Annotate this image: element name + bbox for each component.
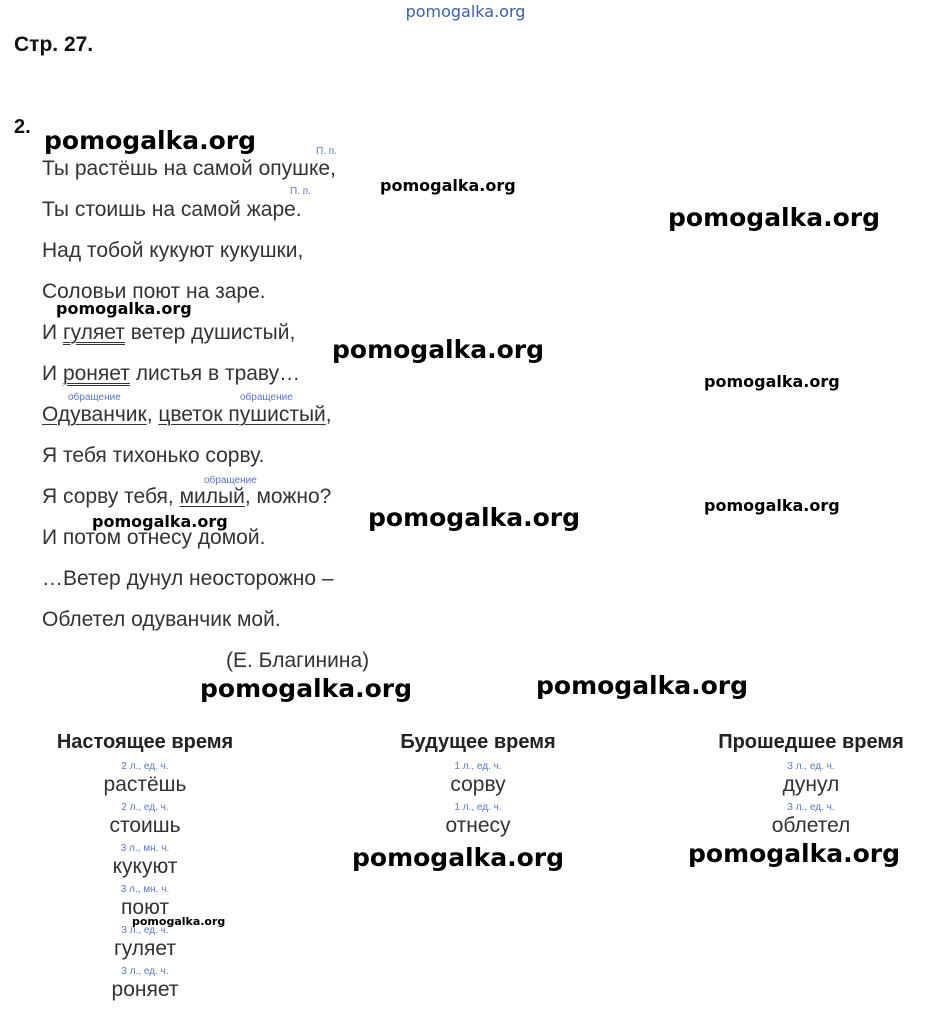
watermark: pomogalka.org [536,671,749,700]
address-milyi: милый [179,485,245,508]
watermark: pomogalka.org [688,839,901,868]
watermark: pomogalka.org [704,372,840,391]
watermark: pomogalka.org [44,126,257,155]
poem-line-5: И гуляет ветер душистый, [42,321,296,344]
poem-author: (Е. Благинина) [226,649,370,672]
predicate-guliaet: гуляет [62,321,125,344]
watermark: pomogalka.org [200,674,413,703]
watermark: pomogalka.org [352,843,565,872]
present-item: 3 л., ед. ч. гуляет [114,925,176,960]
address-tag-3: обращение [204,475,257,486]
address-oduvanchik: Одуванчик [42,403,147,426]
address-cvetok: цветок пушистый [158,403,326,426]
address-tag-2: обращение [240,392,293,403]
poem-line-4: Соловьи поют на заре. [42,280,266,303]
future-tense-heading: Будущее время [400,731,556,753]
present-item: 2 л., ед. ч. стоишь [109,802,181,837]
past-tense-heading: Прошедшее время [718,731,904,753]
watermark: pomogalka.org [56,299,192,318]
watermark: pomogalka.org [668,203,881,232]
case-tag-2: П. п. [290,186,311,197]
present-item: 2 л., ед. ч. растёшь [103,761,187,796]
watermark: pomogalka.org [380,176,516,195]
poem-line-12: Облетел одуванчик мой. [42,608,281,631]
present-tense-heading: Настоящее время [56,731,234,753]
page-reference: Стр. 27. [14,33,94,56]
past-item: 3 л., ед. ч. облетел [771,802,851,837]
future-item: 1 л., ед. ч. отнесу [445,802,511,837]
future-item: 1 л., ед. ч. сорву [450,761,506,796]
watermark: pomogalka.org [332,335,545,364]
poem-line-3: Над тобой кукуют кукушки, [42,239,304,262]
case-tag-1: П. п. [316,146,337,157]
poem-line-9: Я сорву тебя, милый, можно? [42,485,332,508]
poem-line-7: Одуванчик, цветок пушистый, [42,403,332,426]
poem-line-1: Ты растёшь на самой опушке, [42,157,336,180]
past-item: 3 л., ед. ч. дунул [782,761,840,796]
predicate-roniaet: роняет [62,362,130,385]
watermark: pomogalka.org [704,496,840,515]
present-item: 3 л., мн. ч. поют [120,884,170,919]
watermark: pomogalka.org [368,503,581,532]
poem-line-6: И роняет листья в траву… [42,362,301,385]
poem-line-8: Я тебя тихонько сорву. [42,444,265,467]
task-number: 2. [14,116,31,138]
watermark: pomogalka.org [132,915,226,928]
address-tag-1: обращение [68,392,121,403]
poem-line-10: И потом отнесу домой. [42,526,266,549]
top-watermark: pomogalka.org [405,2,526,21]
watermark: pomogalka.org [92,512,228,531]
present-item: 3 л., мн. ч. кукуют [112,843,178,878]
poem-line-11: …Ветер дунул неосторожно – [42,567,334,590]
present-item: 3 л., ед. ч. роняет [111,966,179,1001]
poem-line-2: Ты стоишь на самой жаре. [42,198,302,221]
